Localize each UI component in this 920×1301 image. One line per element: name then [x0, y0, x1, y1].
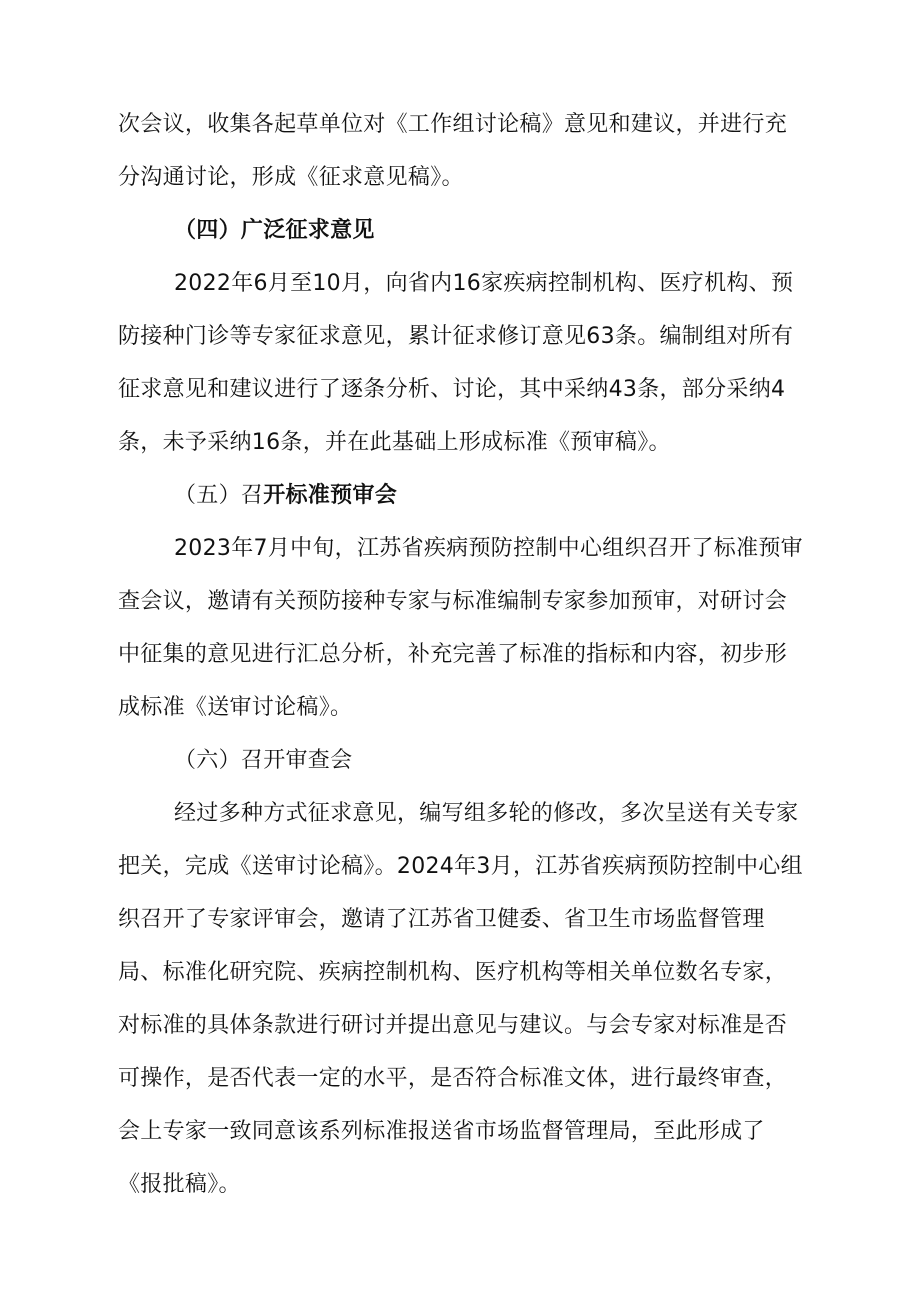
body-text — [118, 98, 808, 1211]
heading-pre-review-bold: 开标准预审会 — [263, 483, 398, 508]
heading-review-meeting: （六）召开审查会 — [174, 748, 353, 773]
heading-solicit-opinions: （四）广泛征求意见 — [174, 218, 375, 243]
paragraph-solicit-opinions: 2022年6月至10月，向省内16家疾病控制机构、医疗机构、预防接种门诊等专家征求意见，累计征求修订意见63条。编制组对所有征求意见和建议进行了逐条分析、讨论，其中采纳43条，部分采纳4条，未予采纳16条，并在此基础上形成标准《预审稿》。 — [118, 271, 794, 455]
paragraph-drafting-discussion: 次会议，收集各起草单位对《工作组讨论稿》意见和建议，并进行充分沟通讨论，形成《征求意见稿》。 — [118, 112, 788, 190]
paragraph-review-meeting: 经过多种方式征求意见，编写组多轮的修改，多次呈送有关专家把关，完成《送审讨论稿》。2024年3月，江苏省疾病预防控制中心组织召开了专家评审会，邀请了江苏省卫健委、省卫生市场监督管理局、标准化研究院、疾病控制机构、医疗机构等相关单位数名专家，对标准的具体条款进行研讨并提出意见与建议。与会专家对标准是否可操作，是否代表一定的水平，是否符合标准文体，进行最终审查，会上专家一致同意该系列标准报送省市场监督管理局，至此形成了《报批稿》。 — [118, 801, 803, 1197]
heading-pre-review-meeting — [118, 469, 808, 522]
paragraph-pre-review-meeting: 2023年7月中旬，江苏省疾病预防控制中心组织召开了标准预审查会议，邀请有关预防接种专家与标准编制专家参加预审，对研讨会中征集的意见进行汇总分析，补充完善了标准的指标和内容，初步形成标准《送审讨论稿》。 — [118, 536, 803, 720]
heading-pre-review-prefix: （五）召 — [174, 483, 264, 508]
